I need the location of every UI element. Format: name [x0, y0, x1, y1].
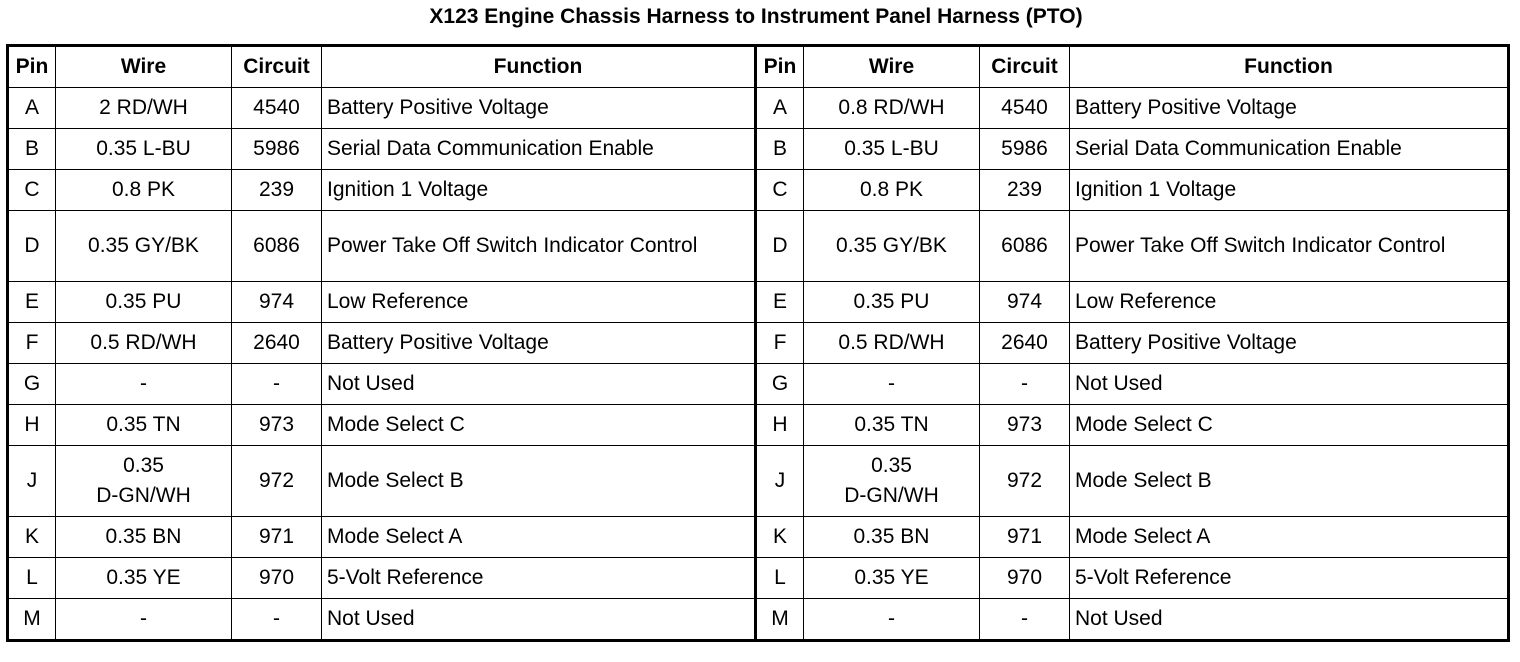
wire-cell: 0.35 GY/BK — [804, 211, 980, 282]
table-row — [8, 323, 1509, 364]
pin-cell: A — [8, 88, 56, 129]
pin-cell: E — [756, 282, 804, 323]
circuit-cell: 4540 — [232, 88, 322, 129]
function-cell: Power Take Off Switch Indicator Control — [322, 211, 756, 282]
table-row — [8, 517, 1509, 558]
circuit-cell: 5986 — [232, 129, 322, 170]
circuit-cell: 2640 — [232, 323, 322, 364]
function-cell: Not Used — [1070, 364, 1509, 405]
table-row — [8, 558, 1509, 599]
function-cell: Mode Select B — [1070, 446, 1509, 517]
header-function: Function — [1070, 46, 1509, 88]
page-title: X123 Engine Chassis Harness to Instrument Panel Harness (PTO) — [429, 5, 1083, 28]
circuit-cell: 5986 — [980, 129, 1070, 170]
function-cell: Power Take Off Switch Indicator Control — [1070, 211, 1509, 282]
pin-cell: C — [8, 170, 56, 211]
circuit-cell: 974 — [980, 282, 1070, 323]
connector-pinout-table — [6, 44, 1510, 642]
function-cell: Serial Data Communication Enable — [322, 129, 756, 170]
wire-cell: - — [804, 599, 980, 641]
circuit-cell: 970 — [980, 558, 1070, 599]
circuit-cell: 974 — [232, 282, 322, 323]
header-pin: Pin — [8, 46, 56, 88]
circuit-cell: 972 — [232, 446, 322, 517]
wire-cell: 0.35 YE — [804, 558, 980, 599]
wire-cell: 0.35 BN — [804, 517, 980, 558]
circuit-cell: 972 — [980, 446, 1070, 517]
circuit-cell: 971 — [980, 517, 1070, 558]
table-row — [8, 364, 1509, 405]
table-row — [8, 446, 1509, 517]
header-row — [8, 46, 1509, 88]
circuit-cell: 239 — [232, 170, 322, 211]
header-function: Function — [322, 46, 756, 88]
pin-cell: B — [756, 129, 804, 170]
function-cell: Not Used — [322, 364, 756, 405]
function-cell: Battery Positive Voltage — [322, 88, 756, 129]
table-row — [8, 599, 1509, 641]
circuit-cell: 6086 — [232, 211, 322, 282]
function-cell: Mode Select A — [1070, 517, 1509, 558]
circuit-cell: 973 — [980, 405, 1070, 446]
function-cell: Mode Select A — [322, 517, 756, 558]
function-cell: Serial Data Communication Enable — [1070, 129, 1509, 170]
function-cell: Mode Select C — [1070, 405, 1509, 446]
pin-cell: G — [8, 364, 56, 405]
wire-cell: 0.8 PK — [804, 170, 980, 211]
table-row — [8, 405, 1509, 446]
circuit-cell: 971 — [232, 517, 322, 558]
circuit-cell: - — [232, 599, 322, 641]
pin-cell: K — [8, 517, 56, 558]
wire-cell: 0.8 RD/WH — [804, 88, 980, 129]
table-row — [8, 282, 1509, 323]
pin-cell: F — [8, 323, 56, 364]
header-circuit: Circuit — [232, 46, 322, 88]
pin-cell: D — [8, 211, 56, 282]
wire-cell: - — [56, 364, 232, 405]
wire-cell: 0.5 RD/WH — [56, 323, 232, 364]
function-cell: 5-Volt Reference — [1070, 558, 1509, 599]
circuit-cell: 4540 — [980, 88, 1070, 129]
table-row — [8, 211, 1509, 282]
table-row — [8, 129, 1509, 170]
wire-cell: 0.35 PU — [804, 282, 980, 323]
circuit-cell: - — [980, 599, 1070, 641]
function-cell: 5-Volt Reference — [322, 558, 756, 599]
wire-cell: 0.35 TN — [56, 405, 232, 446]
pin-cell: M — [8, 599, 56, 641]
function-cell: Mode Select C — [322, 405, 756, 446]
header-pin: Pin — [756, 46, 804, 88]
pin-cell: J — [756, 446, 804, 517]
function-cell: Mode Select B — [322, 446, 756, 517]
pin-cell: G — [756, 364, 804, 405]
function-cell: Battery Positive Voltage — [1070, 88, 1509, 129]
header-wire: Wire — [804, 46, 980, 88]
wire-cell: 0.35 YE — [56, 558, 232, 599]
function-cell: Not Used — [1070, 599, 1509, 641]
pin-cell: E — [8, 282, 56, 323]
function-cell: Battery Positive Voltage — [1070, 323, 1509, 364]
function-cell: Not Used — [322, 599, 756, 641]
wire-cell: 0.5 RD/WH — [804, 323, 980, 364]
function-cell: Battery Positive Voltage — [322, 323, 756, 364]
pin-cell: J — [8, 446, 56, 517]
circuit-cell: 2640 — [980, 323, 1070, 364]
wire-cell: 2 RD/WH — [56, 88, 232, 129]
circuit-cell: - — [980, 364, 1070, 405]
circuit-cell: - — [232, 364, 322, 405]
circuit-cell: 239 — [980, 170, 1070, 211]
table-row — [8, 88, 1509, 129]
pin-cell: K — [756, 517, 804, 558]
circuit-cell: 6086 — [980, 211, 1070, 282]
wire-cell: 0.35 BN — [56, 517, 232, 558]
circuit-cell: 970 — [232, 558, 322, 599]
table-row — [8, 170, 1509, 211]
pin-cell: A — [756, 88, 804, 129]
wire-cell: 0.35 TN — [804, 405, 980, 446]
wire-cell: 0.35 L-BU — [56, 129, 232, 170]
pin-cell: H — [8, 405, 56, 446]
wire-cell: 0.35 GY/BK — [56, 211, 232, 282]
function-cell: Ignition 1 Voltage — [1070, 170, 1509, 211]
pin-cell: C — [756, 170, 804, 211]
wire-cell: 0.35 PU — [56, 282, 232, 323]
pin-cell: F — [756, 323, 804, 364]
pin-cell: M — [756, 599, 804, 641]
circuit-cell: 973 — [232, 405, 322, 446]
pin-cell: L — [8, 558, 56, 599]
function-cell: Low Reference — [322, 282, 756, 323]
wire-cell: 0.35 D-GN/WH — [56, 446, 232, 517]
wire-cell: 0.8 PK — [56, 170, 232, 211]
pin-cell: L — [756, 558, 804, 599]
pin-cell: B — [8, 129, 56, 170]
wire-cell: 0.35 D-GN/WH — [804, 446, 980, 517]
wire-cell: 0.35 L-BU — [804, 129, 980, 170]
wire-cell: - — [56, 599, 232, 641]
header-wire: Wire — [56, 46, 232, 88]
function-cell: Ignition 1 Voltage — [322, 170, 756, 211]
pin-cell: D — [756, 211, 804, 282]
wire-cell: - — [804, 364, 980, 405]
function-cell: Low Reference — [1070, 282, 1509, 323]
pin-cell: H — [756, 405, 804, 446]
header-circuit: Circuit — [980, 46, 1070, 88]
